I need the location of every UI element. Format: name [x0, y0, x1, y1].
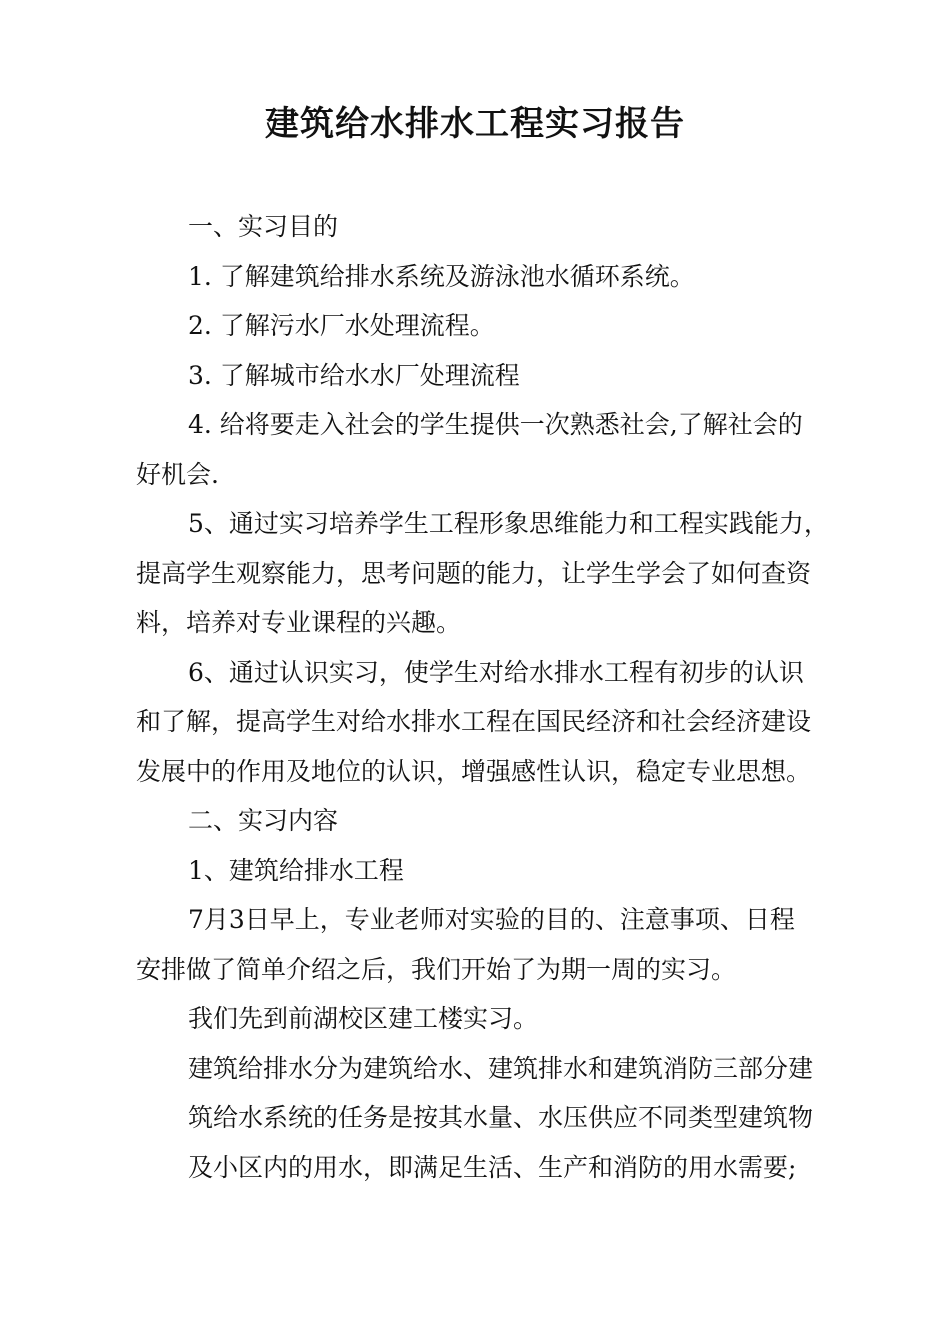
list-item-purpose-1: 1. 了解建筑给排水系统及游泳池水循环系统。 — [188, 261, 695, 291]
paragraph-line: 我们先到前湖校区建工楼实习。 — [188, 1004, 539, 1033]
list-item-purpose-5: 5、通过实习培养学生工程形象思维能力和工程实践能力， — [188, 509, 829, 538]
document-title: 建筑给水排水工程实习报告 — [265, 104, 685, 144]
paragraph-line: 筑给水系统的任务是按其水量、水压供应不同类型建筑物 — [188, 1103, 814, 1132]
document-body — [136, 202, 836, 1192]
paragraph-line: 安排做了简单介绍之后，我们开始了为期一周的实习。 — [136, 954, 737, 984]
list-item-purpose-6: 6、通过认识实习，使学生对给水排水工程有初步的认识 — [188, 657, 804, 687]
list-item-purpose-4: 4. 给将要走入社会的学生提供一次熟悉社会,了解社会的 — [188, 410, 803, 439]
section-heading-purpose: 一、实习目的 — [188, 212, 339, 241]
list-item-purpose-4-continued: 好机会. — [136, 459, 219, 489]
paragraph-line: 7月3日早上，专业老师对实验的目的、注意事项、日程 — [188, 905, 795, 934]
paragraph-line: 及小区内的用水，即满足生活、生产和消防的用水需要; — [188, 1152, 797, 1182]
subsection-heading-building-water: 1、建筑给排水工程 — [188, 855, 404, 885]
list-item-purpose-2: 2. 了解污水厂水处理流程。 — [188, 311, 495, 340]
section-heading-content: 二、实习内容 — [188, 806, 339, 835]
list-item-purpose-3: 3. 了解城市给水水厂处理流程 — [188, 360, 520, 390]
paragraph-line: 建筑给排水分为建筑给水、建筑排水和建筑消防三部分建 — [188, 1053, 814, 1083]
list-item-purpose-6-continued: 和了解，提高学生对给水排水工程在国民经济和社会经济建设 — [136, 707, 812, 736]
list-item-purpose-5-continued: 提高学生观察能力，思考问题的能力，让学生学会了如何查资 — [136, 558, 812, 588]
list-item-purpose-5-continued: 料，培养对专业课程的兴趣。 — [136, 608, 462, 637]
list-item-purpose-6-continued: 发展中的作用及地位的认识，增强感性认识，稳定专业思想。 — [136, 756, 812, 786]
